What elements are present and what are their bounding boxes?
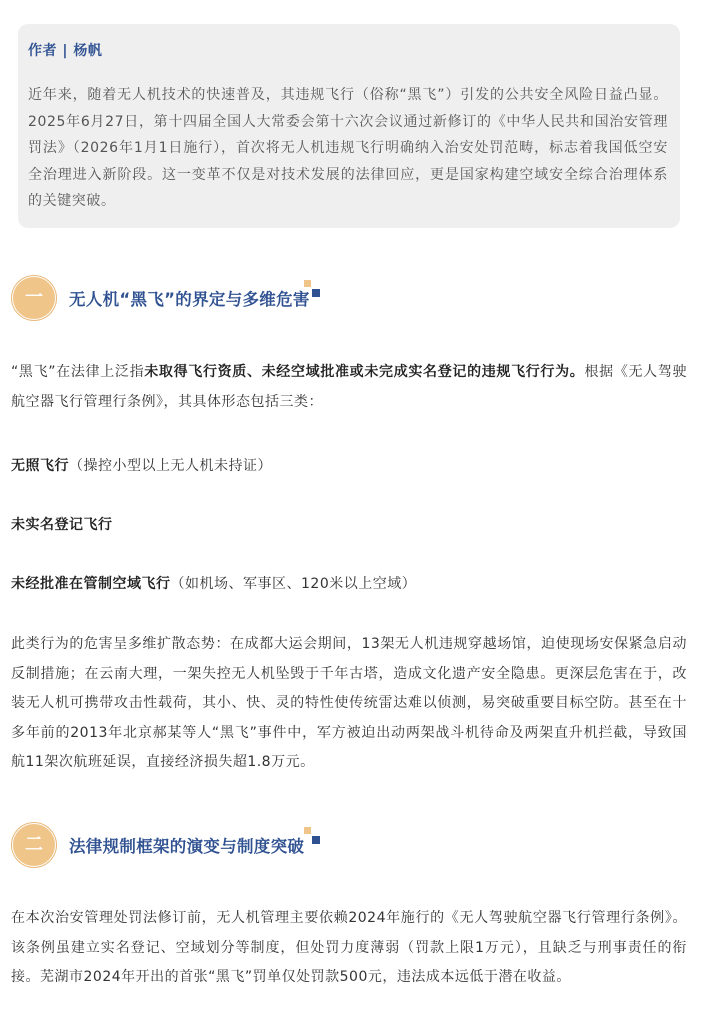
type-2-label: 未实名登记飞行 [11, 517, 113, 533]
harm-paragraph: 此类行为的危害呈多维扩散态势：在成都大运会期间，13架无人机违规穿越场馆，迫使现场安保紧急启动反制措施；在云南大理，一架失控无人机坠毁于千年古塔，造成文化遗产安全隐患。更深层危害在于，改装无人机可携带攻击性载荷，其小、快、灵的特性使传统雷达难以侦测，易突破重要目标空防。甚至在十多年前的2013年北京郝某等人“黑飞”事件中，军方被迫出动两架战斗机待命及两架直升机拦截，导致国航11架次航班延误，直接经济损失超1.8万元。 [11, 636, 687, 770]
type-item-1 [11, 452, 687, 482]
definition-tail: 根据《无人驾驶航空器飞行管理行条例》，其具体形态包括三类： [11, 364, 688, 410]
definition-bold: 未取得飞行资质、未经空域批准或未完成实名登记的违规飞行行为。 [144, 364, 585, 380]
section-title: 无人机“黑飞”的界定与多维危害 [69, 290, 310, 309]
section-heading-1 [12, 276, 412, 320]
type-3-label: 未经批准在管制空域飞行 [11, 576, 171, 592]
intro-text: 近年来，随着无人机技术的快速普及，其违规飞行（俗称“黑飞”）引发的公共安全风险日益凸显。2025年6月27日，第十四届全国人大常委会第十六次会议通过新修订的《中华人民共和国治安管理罚法》（2026年1月1日施行），首次将无人机违规飞行明确纳入治安处罚范畴，标志着我国低空安全治理进入新阶段。这一变革不仅是对技术发展的法律回应，更是国家构建空域安全综合治理体系的关键突破。 [28, 87, 668, 209]
definition-lead: “黑飞”在法律上泛指 [11, 364, 145, 380]
definition-paragraph [11, 358, 687, 417]
section-number-badge: 二 [12, 823, 56, 867]
decor-square-blue [312, 289, 320, 297]
section-title: 法律规制框架的演变与制度突破 [69, 837, 305, 856]
decor-square-gold [304, 280, 311, 287]
author-line: 作者 | 杨帆 [28, 43, 103, 59]
type-3-detail: （如机场、军事区、120米以上空域） [170, 576, 417, 592]
type-1-label: 无照飞行 [11, 458, 69, 474]
intro-box [18, 24, 680, 228]
decor-square-gold [304, 827, 311, 834]
section-number-badge: 一 [12, 276, 56, 320]
section-heading-2 [12, 823, 412, 867]
decor-square-blue [312, 836, 320, 844]
type-1-detail: （操控小型以上无人机未持证） [69, 458, 272, 474]
type-item-3 [11, 570, 687, 600]
type-item-2 [11, 511, 687, 541]
law-paragraph: 在本次治安管理处罚法修订前，无人机管理主要依赖2024年施行的《无人驾驶航空器飞行管理行条例》。该条例虽建立实名登记、空域划分等制度，但处罚力度薄弱（罚款上限1万元），且缺乏与刑事责任的衔接。芜湖市2024年开出的首张“黑飞”罚单仅处罚款500元，违法成本远低于潜在收益。 [11, 910, 687, 985]
